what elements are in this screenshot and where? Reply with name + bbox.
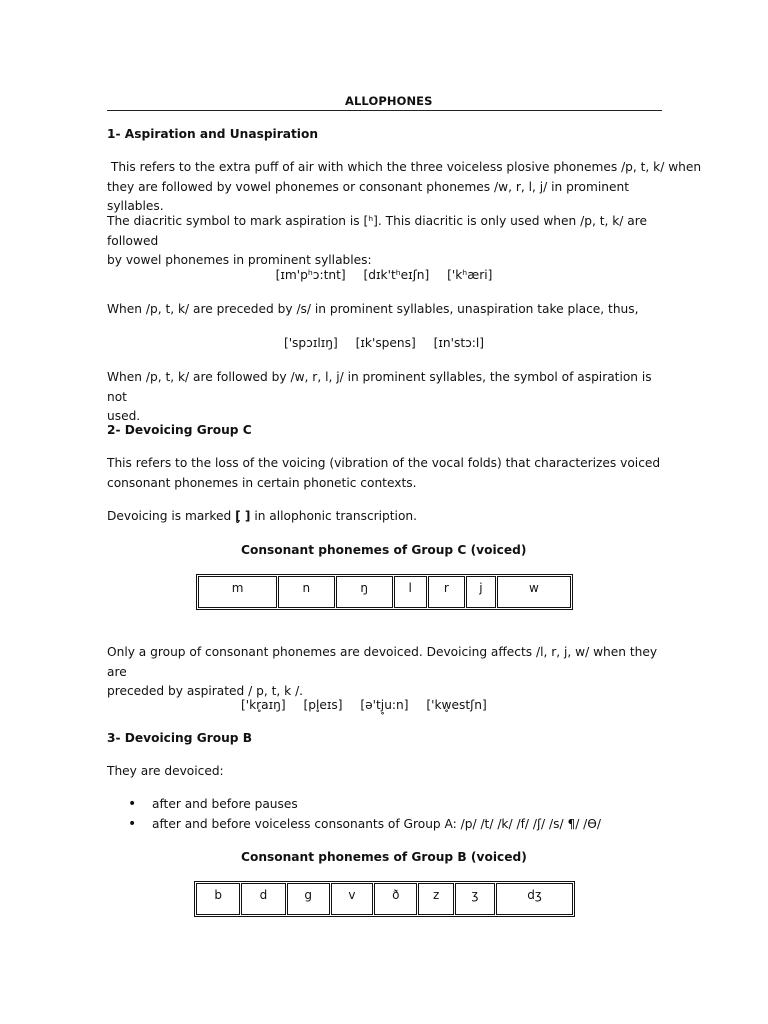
- devoicing-conditions-list: [128, 795, 601, 835]
- text-line: This refers to the extra puff of air with which the three voiceless plosive phonemes /p, t, k/ when: [107, 160, 702, 174]
- section-3-paragraph-1: They are devoiced:: [107, 764, 224, 778]
- text-line: by vowel phonemes in prominent syllables:: [107, 253, 372, 267]
- unaspiration-examples: [0, 334, 768, 354]
- phoneme-cell: d: [241, 883, 285, 915]
- text-line: The diacritic symbol to mark aspiration is [ʰ]. This diacritic is only used when /p, t, k/ are followed: [107, 214, 647, 248]
- devoicing-symbol: [̥ ]: [235, 509, 251, 523]
- text-fragment: in allophonic transcription.: [250, 509, 417, 523]
- list-item: [128, 815, 601, 835]
- table-row: [196, 883, 573, 915]
- example-transcription: [ɪk'spens]: [355, 336, 416, 350]
- text-line: they are followed by vowel phonemes or consonant phonemes /w, r, l, j/ in prominent syllables.: [107, 179, 629, 213]
- section-2-heading: 2- Devoicing Group C: [107, 423, 252, 437]
- section-1-paragraph-3: When /p, t, k/ are preceded by /s/ in prominent syllables, unaspiration take place, thus,: [107, 302, 639, 316]
- phoneme-cell: b: [196, 883, 240, 915]
- phoneme-cell: dʒ: [496, 883, 573, 915]
- phoneme-cell: r: [428, 576, 466, 608]
- table-row: [198, 576, 571, 608]
- example-transcription: ['kr̥aɪŋ]: [241, 698, 286, 712]
- group-b-table-title: [241, 848, 527, 868]
- phoneme-cell: m: [198, 576, 277, 608]
- phoneme-cell: z: [418, 883, 453, 915]
- section-2-paragraph-2: [107, 507, 667, 527]
- phoneme-cell: v: [331, 883, 373, 915]
- example-transcription: [dɪk'tʰeɪʃn]: [363, 268, 430, 282]
- text-line: consonant phonemes in certain phonetic contexts.: [107, 475, 417, 490]
- title-divider: [107, 110, 662, 111]
- text-line: preceded by aspirated / p, t, k /.: [107, 684, 304, 698]
- phoneme-cell: ʒ: [455, 883, 495, 915]
- phoneme-cell: n: [278, 576, 334, 608]
- phoneme-cell: g: [287, 883, 330, 915]
- list-item-text: after and before voiceless consonants of Group A: /p/ /t/ /k/ /f/ /ʃ/ /s/ ¶/ /Ɵ/: [152, 817, 601, 831]
- table-title-text: Consonant phonemes of Group B (voiced): [241, 850, 527, 864]
- aspiration-examples: [0, 266, 768, 286]
- example-transcription: ['kw̥estʃn]: [426, 698, 487, 712]
- section-1-paragraph-4: [107, 368, 667, 427]
- bullet-icon: •: [128, 796, 137, 812]
- example-transcription: [ɪm'pʰɔ:tnt]: [275, 268, 346, 282]
- section-2-paragraph-3: [107, 643, 667, 702]
- page-title: ALLOPHONES: [345, 94, 433, 108]
- example-transcription: [ɪn'stɔ:l]: [433, 336, 485, 350]
- group-b-phoneme-table: [194, 881, 575, 917]
- list-item: [128, 795, 601, 815]
- example-transcription: [ə'tj̥u:n]: [360, 698, 409, 712]
- phoneme-cell: l: [394, 576, 427, 608]
- phoneme-cell: j: [466, 576, 496, 608]
- section-2-paragraph-1: [107, 454, 667, 493]
- bullet-icon: •: [128, 816, 137, 832]
- text-line: Only a group of consonant phonemes are devoiced. Devoicing affects /l, r, j, w/ when they are: [107, 645, 658, 679]
- text-line: This refers to the loss of the voicing (vibration of the vocal folds) that characterizes voiced: [107, 456, 661, 470]
- section-1-paragraph-1: [107, 158, 702, 217]
- phoneme-cell: ð: [374, 883, 417, 915]
- section-3-heading: 3- Devoicing Group B: [107, 731, 253, 745]
- example-transcription: ['spɔɪlɪŋ]: [283, 336, 338, 350]
- phoneme-cell: ŋ: [336, 576, 393, 608]
- example-transcription: [pl̥eɪs]: [303, 698, 343, 712]
- devoicing-examples: [234, 696, 494, 716]
- text-line: When /p, t, k/ are followed by /w, r, l, j/ in prominent syllables, the symbol of aspiration is not: [107, 370, 652, 404]
- example-transcription: ['kʰæri]: [447, 268, 493, 282]
- text-line: used.: [107, 409, 141, 423]
- text-fragment: Devoicing is marked: [107, 509, 236, 523]
- section-1-heading: 1- Aspiration and Unaspiration: [107, 127, 319, 141]
- group-c-table-title: Consonant phonemes of Group C (voiced): [241, 543, 527, 557]
- section-1-paragraph-2: [107, 212, 667, 271]
- phoneme-cell: w: [497, 576, 571, 608]
- group-c-phoneme-table: [196, 574, 573, 610]
- list-item-text: after and before pauses: [152, 797, 298, 811]
